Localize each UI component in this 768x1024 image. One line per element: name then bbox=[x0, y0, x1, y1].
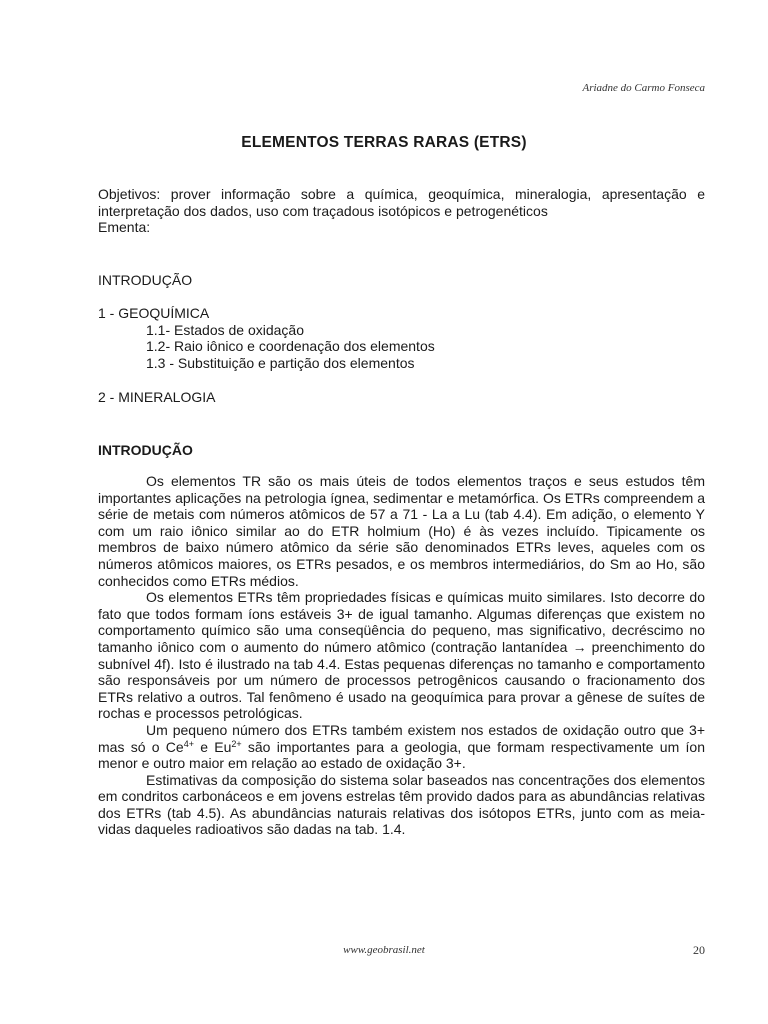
paragraph-3-text-b: e Eu bbox=[193, 738, 232, 755]
outline-item: 1.3 - Substituição e partição dos elementos bbox=[146, 354, 415, 371]
cerium-charge: 4+ bbox=[183, 738, 194, 749]
objectives-text: Objetivos: prover informação sobre a química, geoquímica, mineralogia, apresentação e interpretação dos dados, uso com traçadous isotópicos e petrogenéticos bbox=[98, 186, 705, 219]
paragraph-4: Estimativas da composição do sistema solar baseados nas concentrações dos elementos em condritos carbonáceos e em jovens estrelas têm provido dados para as abundâncias relativas dos ETRs (tab 4.5). As abundâncias naturais relativas dos isótopos ETRs, junto com as meia-vidas daqueles radioativos são dadas na tab. 1.4. bbox=[98, 771, 705, 838]
ementa-label: Ementa: bbox=[98, 219, 151, 236]
paragraph-3-text-a: Um pequeno número dos ETRs também existem nos estados de oxidação outro que 3+ mas só o Ce bbox=[98, 721, 705, 755]
running-header-author: Ariadne do Carmo Fonseca bbox=[582, 82, 705, 94]
section-heading: INTRODUÇÃO bbox=[98, 442, 193, 458]
objectives-block bbox=[98, 186, 705, 236]
paragraph-3 bbox=[98, 722, 705, 772]
page-number: 20 bbox=[693, 943, 705, 957]
outline-item: 1.2- Raio iônico e coordenação dos elementos bbox=[146, 338, 435, 355]
paragraph-3-text-c: são importantes para a geologia, que formam respectivamente um íon menor e outro maior em relação ao estado de oxidação 3+. bbox=[98, 738, 705, 772]
paragraph-1: Os elementos TR são os mais úteis de todos elementos traços e seus estudos têm importantes aplicações na petrologia ígnea, sedimentar e metamórfica. Os ETRs compreendem a série de metais com números atômicos de 57 a 71 - La a Lu (tab 4.4). Em adição, o elemento Y com um raio iônico similar ao do ETR holmium (Ho) é às vezes incluído. Tipicamente os membros de baixo número atômico da série são denominados ETRs leves, aqueles com os números atômicos maiores, os ETRs pesados, e os membros intermediários, do Sm ao Ho, são conhecidos como ETRs médios. bbox=[98, 473, 705, 589]
outline-section-geoquimica bbox=[98, 305, 705, 371]
outline-item: 1.1- Estados de oxidação bbox=[146, 321, 304, 338]
outline-section-title: 1 - GEOQUÍMICA bbox=[98, 305, 210, 321]
europium-charge: 2+ bbox=[231, 738, 242, 749]
outline-intro: INTRODUÇÃO bbox=[98, 272, 193, 288]
footer-website-link[interactable]: www.geobrasil.net bbox=[343, 944, 425, 956]
introduction-heading bbox=[98, 442, 705, 459]
outline-section-mineralogia: 2 - MINERALOGIA bbox=[98, 389, 216, 405]
paragraph-2: Os elementos ETRs têm propriedades físicas e químicas muito similares. Isto decorre do fato que todos formam íons estáveis 3+ de igual tamanho. Algumas diferenças que existem no comportamento químico são uma conseqüência do pequeno, mas significativo, decréscimo no tamanho iônico com o aumento do número atômico (contração lantanídea → preenchimento do subnível 4f). Isto é ilustrado na tab 4.4. Estas pequenas diferenças no tamanho e comportamento são responsáveis por um número de processos petrogênicos causando o fracionamento dos ETRs relativo a outros. Tal fenômeno é usado na geoquímica para provar a gênese de suítes de rochas e processos petrológicas. bbox=[98, 589, 705, 722]
document-title: ELEMENTOS TERRAS RARAS (ETRS) bbox=[241, 134, 527, 151]
introduction-body bbox=[98, 473, 705, 838]
